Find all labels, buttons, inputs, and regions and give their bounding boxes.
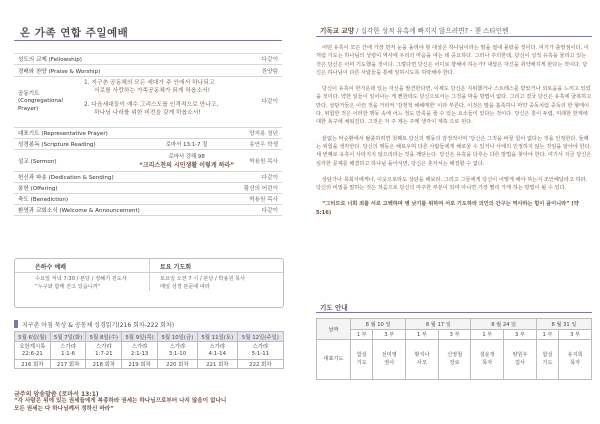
column-body — [316, 44, 592, 225]
reading-marker — [14, 320, 18, 328]
column-paragraph: 상담가나 목회자에게나, 이웃으로라도 상담을 해보라. 그리고 그들에게 당신이 어떻게 해야 하는지 조언해달라고 하라. 당신의 비밀을 말하는 것은 처음으로 당신의 마주한 부분이 되며 아니면 가장 빨리 가게 하는 방법이 될 수 있다. — [316, 176, 588, 192]
sermon-passage: 로마서 강해 98 — [168, 154, 205, 160]
prayer-person: 유지희 목자 — [559, 340, 592, 380]
passage-cell: 스가랴 5:1-11 — [237, 342, 283, 360]
reading-title: 지구촌 아침 묵상 & 공동체 성경읽기(216 회차-222 회차) — [22, 322, 175, 329]
prayer-part: 3 부 — [438, 330, 471, 340]
schedule-wednesday-info — [15, 273, 149, 291]
memory-verse-text — [14, 397, 282, 413]
column-quote: “그러므로 너희 죄를 서로 고백하며 병 낫기를 위하여 서로 기도하라 의인의 간구는 역사하는 힘이 큼이니라” (약 5:16) — [316, 201, 579, 216]
prayer-person: 양원우 집사 — [504, 340, 537, 380]
prayer-date: 8 월 24 일 — [471, 319, 536, 330]
column-paragraph: 당신이 유혹이 한가운데 있는 자신을 발견한다면, 이제도 당신은 지위했거나 스트레스를 받았거나 외로움을 느끼고 있었을 것이다. 약한 일들이 일어나는 게 뻔한데도 당신으로서는 그것을 막을 방법이 없다. 그리고 결국 당신은 유혹에 굴복하고 만다. 상담가들은 이런 것을 가리켜 '감정적 헤헤매한' 이라 부른다. 이것은 말을 흡족하니 마약 중독치럼 중독의 한 형태이다. 위험한 것은 이러한 행동 속에 어느 정도 만족을 줄 수 있는 요소들이 있다는 것이다. 당신은 흥이 두렵, 미래한 한계에 대한 욕구에 채워진다. 그것은 자 주 제는 주께 생각이 계혹 으로 된다. — [316, 86, 592, 126]
day-cell: 5월 7일(화) — [50, 332, 86, 342]
worship-row-welcome — [14, 205, 282, 216]
reading-round-row — [15, 360, 284, 369]
sermon-theme: “크리스천의 시민생활 이렇게 하라” — [138, 162, 235, 169]
column-category: 기독교 교양 — [320, 27, 355, 35]
worship-row-scripture — [14, 139, 282, 150]
prayer-part: 3 부 — [504, 330, 537, 340]
prayer-parts-row — [317, 330, 592, 340]
prayer-row-label: 대표기도 — [317, 340, 351, 380]
day-cell: 5월 12일(주일) — [237, 332, 283, 342]
right-page — [302, 0, 600, 424]
worship-row-praise — [14, 65, 282, 77]
worship-item-name: 경배와 찬양 (Praise & Worship) — [18, 68, 101, 75]
prayer-person: 함실 기도 — [536, 340, 558, 380]
passage-cell: 요한계시록 22:6-21 — [15, 342, 51, 360]
prayer-guide-title: 기도 안내 — [320, 304, 348, 312]
worship-item-leader: 다같이 — [261, 208, 278, 214]
round-cell: 220 회차 — [157, 360, 197, 369]
schedule-line: 수요일 저녁 7:30 / 본당 / 정혜기 전도사 — [35, 276, 127, 282]
passage-cell: 스가랴 1:7-21 — [86, 342, 122, 360]
prayer-part: 1 부 — [406, 330, 439, 340]
prayer-date: 8 월 31 일 — [536, 319, 591, 330]
worship-item-name: 설교 (Sermon) — [18, 158, 57, 165]
prayer-line: 2. 다음세대들이 예수 그리스도를 인격적으로 만나고, — [84, 102, 219, 108]
worship-item-name: 성도의 교제 (Fellowship) — [18, 57, 82, 63]
prayer-part: 1 부 — [351, 330, 373, 340]
day-cell: 5월 11일(토) — [197, 332, 237, 342]
congregational-prayer-label — [14, 77, 84, 127]
column-divider — [316, 36, 592, 37]
column-title — [320, 25, 509, 35]
prayer-col-head: 날짜 — [317, 319, 351, 340]
verse-line: 모든 권세는 다 하나님께서 정하신 바라” — [14, 406, 114, 412]
worship-row-offering — [14, 183, 282, 194]
worship-item-name: 성경봉독 (Scripture Reading) — [18, 142, 96, 148]
worship-item-leader: 찬양팀 — [261, 68, 278, 75]
day-cell: 5월 6일(월) — [15, 332, 51, 342]
prayer-line: 1. 지구촌 공동체의 모든 세대가 주 안에서 하나되고 — [84, 80, 215, 86]
prayer-part: 3 부 — [373, 330, 406, 340]
round-cell: 219 회차 — [122, 360, 158, 369]
title-divider — [14, 40, 282, 41]
worship-item-name: 헌신과 파송 (Dedication & Sending) — [18, 175, 114, 181]
passage-cell: 스가랴 1:1-6 — [50, 342, 86, 360]
worship-item-leader: 송연우 학생 — [249, 142, 278, 148]
prayer-line: 서로를 사랑하는 가족공동체가 되게 하옵소서! — [94, 88, 211, 94]
schedule-line: “누구와 함께 걷고 있습니까” — [35, 284, 101, 290]
round-cell: 218 회차 — [86, 360, 122, 369]
prayer-divider — [316, 312, 592, 313]
sermon-info — [124, 152, 249, 169]
worship-item-leader: 양지용 청년 — [249, 131, 278, 137]
worship-item-name: 봉헌 (Offering) — [18, 186, 58, 192]
prayer-part: 3 부 — [559, 330, 592, 340]
worship-item-leader: 박용원 목사 — [249, 158, 278, 165]
prayer-date: 8 월 10 일 — [351, 319, 406, 330]
prayer-person: 신영철 장로 — [438, 340, 471, 380]
worship-row-sermon — [14, 150, 282, 172]
worship-item-leader: 다같이 — [261, 175, 278, 181]
passage-cell: 스가랴 3:1-10 — [157, 342, 197, 360]
worship-row-representative-prayer — [14, 128, 282, 139]
schedule-saturday-info — [149, 273, 283, 291]
left-page — [0, 0, 296, 424]
worship-item-leader: 황선의 어린이 — [243, 186, 278, 192]
round-cell: 222 회차 — [237, 360, 283, 369]
prayer-person: 선미영 권사 — [373, 340, 406, 380]
day-cell: 5월 8일(수) — [86, 332, 122, 342]
prayer-person: 황지나 사모 — [406, 340, 439, 380]
reading-table — [14, 331, 284, 369]
worship-item-leader: 다같이 — [261, 57, 278, 63]
prayer-date: 8 월 17 일 — [406, 319, 471, 330]
column-paragraph: 끝없는 악순환에서 탈출하려면 첫째로 당신의 행동의 감정적이며 '당신은 그것을 바꿀 힘이 없다는 것을 인정한다. 둘째는 위험을 생각한다. 당신의 행동은 해로우며 다른 사람들에게 해로울 수 있거나 사태의 인정하지 않는 것임을 알아야 한다. 세 번째로 유혹이 사라지지 않으리라는 것을 깨닫는다. 당신은 유혹을 다루는 다른 방법을 찾아야 한다. 여기서 지금 당신은 심각한 문제를 해결하고 하나님 돌아서면, 당신은 혼자서는 해결할 수 없다. — [316, 135, 592, 167]
prayer-person: 함실 기도 — [351, 340, 373, 380]
prayer-line: 하나님 나라를 위한 비전을 갖게 하옵소서! — [94, 110, 201, 116]
column-heading: / 십각한 성적 유혹에 빠지지 않으려면? - 첸 스타인벤 — [354, 27, 509, 35]
prayer-part: 1 부 — [536, 330, 558, 340]
round-cell: 221 회차 — [197, 360, 237, 369]
worship-item-name: 환영과 교회소식 (Welcome & Announcement) — [18, 208, 140, 214]
round-cell: 216 회차 — [15, 360, 51, 369]
passage-cell: 스가랴 2:1-13 — [122, 342, 158, 360]
congregational-prayer-leader: 다같이 — [261, 99, 278, 105]
prayer-people-row — [317, 340, 592, 380]
memory-verse-title: 금주의 암송말씀 (로마서 13:1) — [14, 391, 99, 398]
label-line: 공동기도 — [18, 90, 40, 97]
schedule-line: 토요일 오전 7 시 / 본당 / 박용원 목사 — [160, 276, 246, 282]
prayer-dates-row — [317, 319, 592, 330]
day-cell: 5월 9일(목) — [122, 332, 158, 342]
reading-passage-row — [15, 342, 284, 360]
congregational-prayer-text — [84, 77, 262, 127]
page-title: 온 가족 연합 주일예배 — [20, 27, 129, 39]
worship-order — [14, 53, 282, 216]
schedule-wednesday-title: 은하수 예배 — [35, 264, 67, 271]
worship-row-dedication — [14, 172, 282, 183]
scripture-passage: 로마서 13:1-7 절 — [165, 142, 208, 148]
worship-item-name: 축도 (Benediction) — [18, 197, 69, 203]
label-line: Prayer) — [18, 105, 39, 112]
worship-item-name: 대표기도 (Representative Prayer) — [18, 131, 108, 137]
passage-cell: 스가랴 4:1-14 — [197, 342, 237, 360]
day-cell: 5월 10일(금) — [157, 332, 197, 342]
congregational-prayer — [14, 77, 282, 128]
verse-line: “각 사람은 위에 있는 권세들에게 복종하라 권세는 하나님으로부터 나지 않음이 없나니 — [14, 398, 227, 404]
reading-days-row — [15, 332, 284, 342]
worship-row-fellowship — [14, 53, 282, 65]
schedule-line: 매일 성경 본문에 따라 — [160, 284, 211, 290]
column-paragraph: 어떤 유혹이 모든 간에 가장 먼저 눈을 돌려야 할 대상은 하나님이라는 말을 절대 몰랐을 것이다. 여기가 출발점이다. 이처럼 기도는 하나님의 성령이 역사에 우리의 마음을 여는 데 중요하다. 그러나 주의한데, 당신이 성적 유혹을 물리고 있는 것은 당신은 이미 기도했을 것이다. 그렇다면 당신은 어디로 향해야 하는가? 대답은 자신을 취약해지게 한다는 것이다. 당신은 하나님이 다른 사람들을 통해 일하시도록 허락해야 한다. — [316, 45, 589, 76]
prayer-person: 설운정 목자 — [471, 340, 504, 380]
round-cell: 217 회차 — [50, 360, 86, 369]
prayer-part: 1 부 — [471, 330, 504, 340]
label-line: (Congregational — [18, 98, 63, 105]
schedule-box — [14, 258, 284, 308]
worship-item-leader: 박용원 목사 — [249, 197, 278, 203]
worship-row-benediction — [14, 194, 282, 205]
prayer-table — [316, 318, 592, 380]
schedule-saturday-title: 토요 기도회 — [149, 259, 283, 272]
